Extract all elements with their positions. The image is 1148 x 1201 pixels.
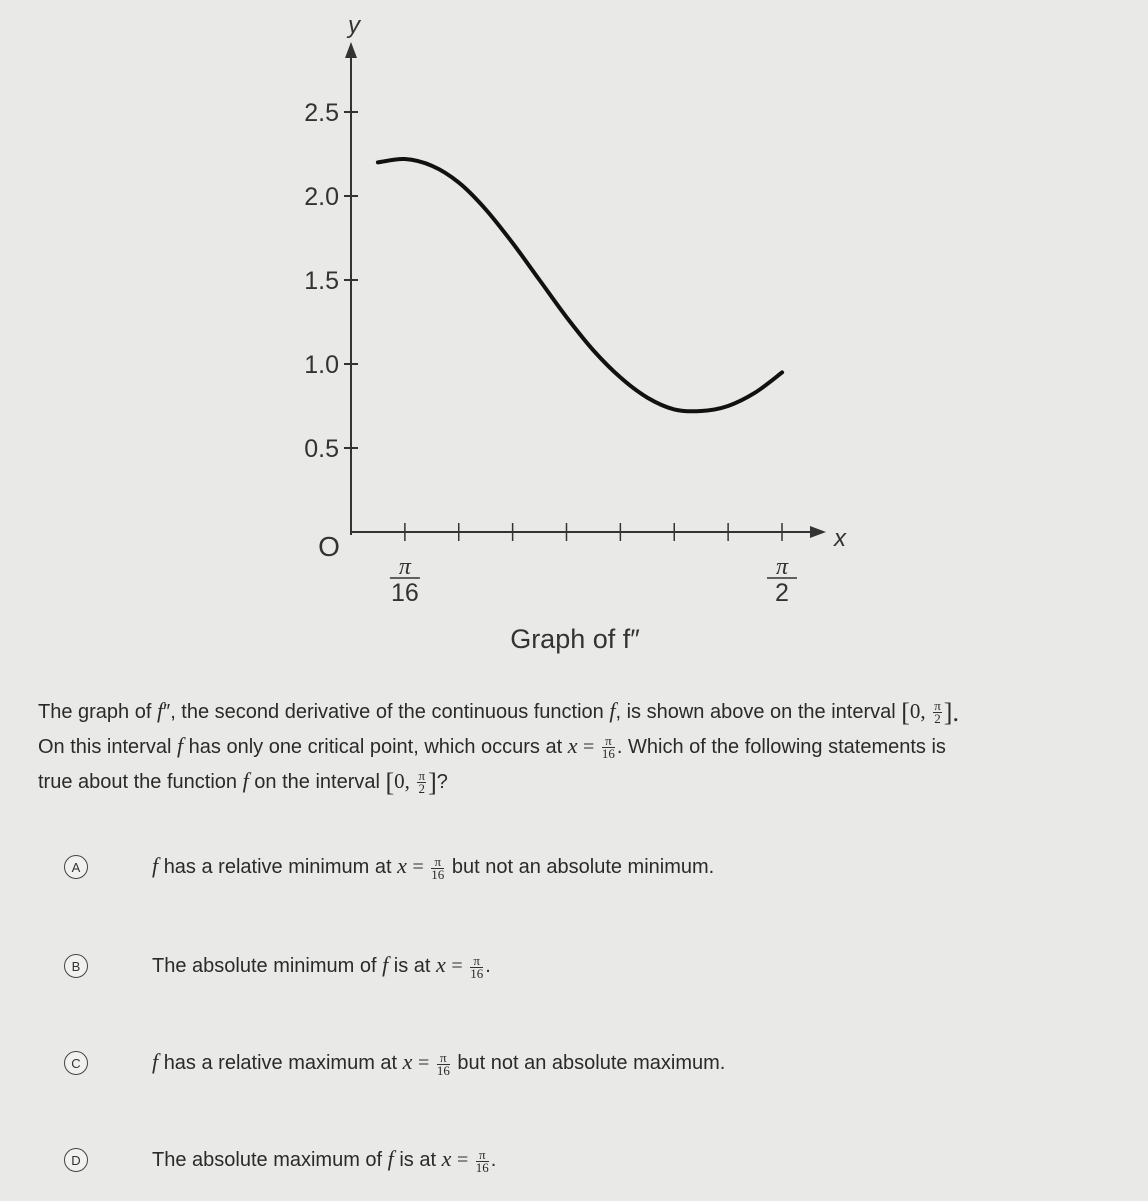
option-b[interactable] bbox=[64, 946, 1044, 986]
question-text-part: has only one critical point, which occurs at bbox=[188, 736, 563, 759]
y-tick-label: 2.0 bbox=[304, 183, 339, 211]
option-c[interactable] bbox=[64, 1043, 1044, 1083]
math-x: x bbox=[441, 1146, 452, 1172]
chart-title: Graph of f″ bbox=[510, 624, 640, 654]
option-fraction bbox=[436, 1049, 450, 1078]
critical-point-fraction bbox=[602, 735, 615, 760]
x-tick-numerator: π bbox=[398, 554, 411, 580]
question-line-3: true about the function f on the interval [0, $\frac{\pi}{2}$ ]? bbox=[38, 768, 448, 798]
option-text-part: . bbox=[490, 1149, 497, 1172]
y-tick-label: 0.5 bbox=[304, 435, 339, 463]
math-f: f bbox=[156, 698, 164, 723]
equals-sign: = bbox=[456, 1149, 469, 1172]
option-text-part: is at bbox=[399, 1149, 437, 1172]
math-x: x bbox=[397, 853, 407, 879]
fraction-numerator: π bbox=[602, 735, 615, 748]
fraction-numerator: π bbox=[934, 698, 941, 714]
question-text-part: true about the function bbox=[38, 771, 238, 794]
question-line-1 bbox=[38, 694, 1078, 729]
interval-zero: 0, bbox=[394, 769, 410, 794]
math-x: x bbox=[567, 733, 578, 759]
bracket-open: [ bbox=[385, 768, 395, 798]
x-tick-label bbox=[767, 554, 797, 607]
fraction-numerator: π bbox=[476, 1149, 489, 1162]
option-b-bubble[interactable]: B bbox=[64, 954, 88, 978]
fraction-numerator: π bbox=[470, 955, 483, 968]
equals-sign: = bbox=[451, 955, 463, 978]
fraction-numerator: π bbox=[418, 768, 426, 784]
option-text-part: has a relative maximum at bbox=[163, 1052, 398, 1075]
fraction-denominator: 16 bbox=[475, 1159, 489, 1175]
question-text bbox=[38, 694, 1078, 799]
question-text-part: The graph of bbox=[38, 701, 152, 723]
option-fraction bbox=[475, 1146, 489, 1175]
option-c-text bbox=[152, 1049, 725, 1076]
option-text-part: The absolute minimum of bbox=[152, 955, 377, 978]
question-text-part: Which of the following statements is bbox=[628, 736, 946, 759]
option-fraction bbox=[431, 853, 445, 882]
y-ticks bbox=[304, 99, 358, 463]
math-f: f bbox=[242, 768, 249, 794]
math-x: x bbox=[436, 952, 446, 978]
x-tick-numerator: π bbox=[775, 554, 789, 580]
option-c-bubble[interactable]: C bbox=[64, 1051, 88, 1075]
math-f: f bbox=[176, 733, 184, 759]
question-text-part: On this interval bbox=[38, 736, 172, 759]
bracket-close: ] bbox=[428, 768, 437, 798]
option-fraction bbox=[470, 952, 484, 981]
interval-zero: 0, bbox=[909, 699, 926, 723]
fraction-numerator: π bbox=[431, 856, 444, 869]
option-a[interactable] bbox=[64, 847, 1044, 887]
y-axis-arrow bbox=[345, 42, 357, 58]
origin-label: O bbox=[318, 531, 340, 562]
y-axis-label: y bbox=[348, 12, 360, 39]
series-line bbox=[378, 159, 782, 411]
y-tick-label: 2.5 bbox=[304, 99, 339, 127]
equals-sign: = bbox=[583, 736, 595, 759]
fraction-denominator: 16 bbox=[431, 866, 445, 882]
equals-sign: = bbox=[412, 856, 424, 879]
interval-fraction bbox=[933, 700, 942, 725]
fraction-denominator: 16 bbox=[436, 1062, 450, 1078]
fraction-denominator: 16 bbox=[601, 746, 615, 762]
option-d-bubble[interactable]: D bbox=[64, 1148, 88, 1172]
fraction-denominator: 2 bbox=[418, 781, 426, 797]
math-f: f bbox=[382, 952, 389, 978]
option-text-part: has a relative minimum at bbox=[163, 856, 392, 879]
question-line-2: On this interval f has only one critical point, which occurs at x = $\frac{\pi}{16}$ . Which of the following statements is bbox=[38, 733, 946, 762]
bracket-open: [ bbox=[901, 698, 910, 728]
option-d[interactable] bbox=[64, 1140, 1044, 1180]
math-f: f bbox=[387, 1146, 394, 1172]
option-d-text bbox=[152, 1146, 496, 1173]
y-tick-label: 1.0 bbox=[304, 351, 339, 379]
question-text-part: ″, the second derivative of the continuous function bbox=[163, 701, 604, 723]
option-text-part: but not an absolute minimum. bbox=[451, 856, 715, 879]
equals-sign: = bbox=[418, 1052, 430, 1075]
question-text-part: on the interval bbox=[254, 771, 380, 794]
math-f: f bbox=[152, 853, 159, 879]
math-x: x bbox=[402, 1049, 413, 1075]
option-text-part: but not an absolute maximum. bbox=[457, 1052, 726, 1075]
fraction-numerator: π bbox=[437, 1052, 450, 1065]
option-text-part: . bbox=[485, 955, 491, 978]
x-tick-denominator: 2 bbox=[775, 579, 789, 607]
option-text-part: The absolute maximum of bbox=[152, 1149, 383, 1172]
math-f: f bbox=[152, 1049, 159, 1075]
bracket-close: ]. bbox=[943, 698, 959, 728]
option-a-bubble[interactable]: A bbox=[64, 855, 88, 879]
x-tick-labels bbox=[390, 554, 797, 607]
math-f: f bbox=[609, 698, 616, 723]
x-tick-denominator: 16 bbox=[390, 579, 419, 607]
fraction-denominator: 2 bbox=[934, 711, 941, 727]
interval-fraction bbox=[417, 770, 426, 795]
x-axis-arrow bbox=[810, 526, 826, 538]
x-axis-label: x bbox=[834, 525, 846, 552]
option-text-part: is at bbox=[393, 955, 431, 978]
x-tick-label bbox=[390, 554, 420, 607]
question-text-part: , is shown above on the interval bbox=[615, 701, 896, 723]
option-a-text bbox=[152, 853, 714, 880]
fraction-denominator: 16 bbox=[470, 965, 484, 981]
y-tick-label: 1.5 bbox=[304, 267, 339, 295]
option-b-text bbox=[152, 952, 491, 979]
